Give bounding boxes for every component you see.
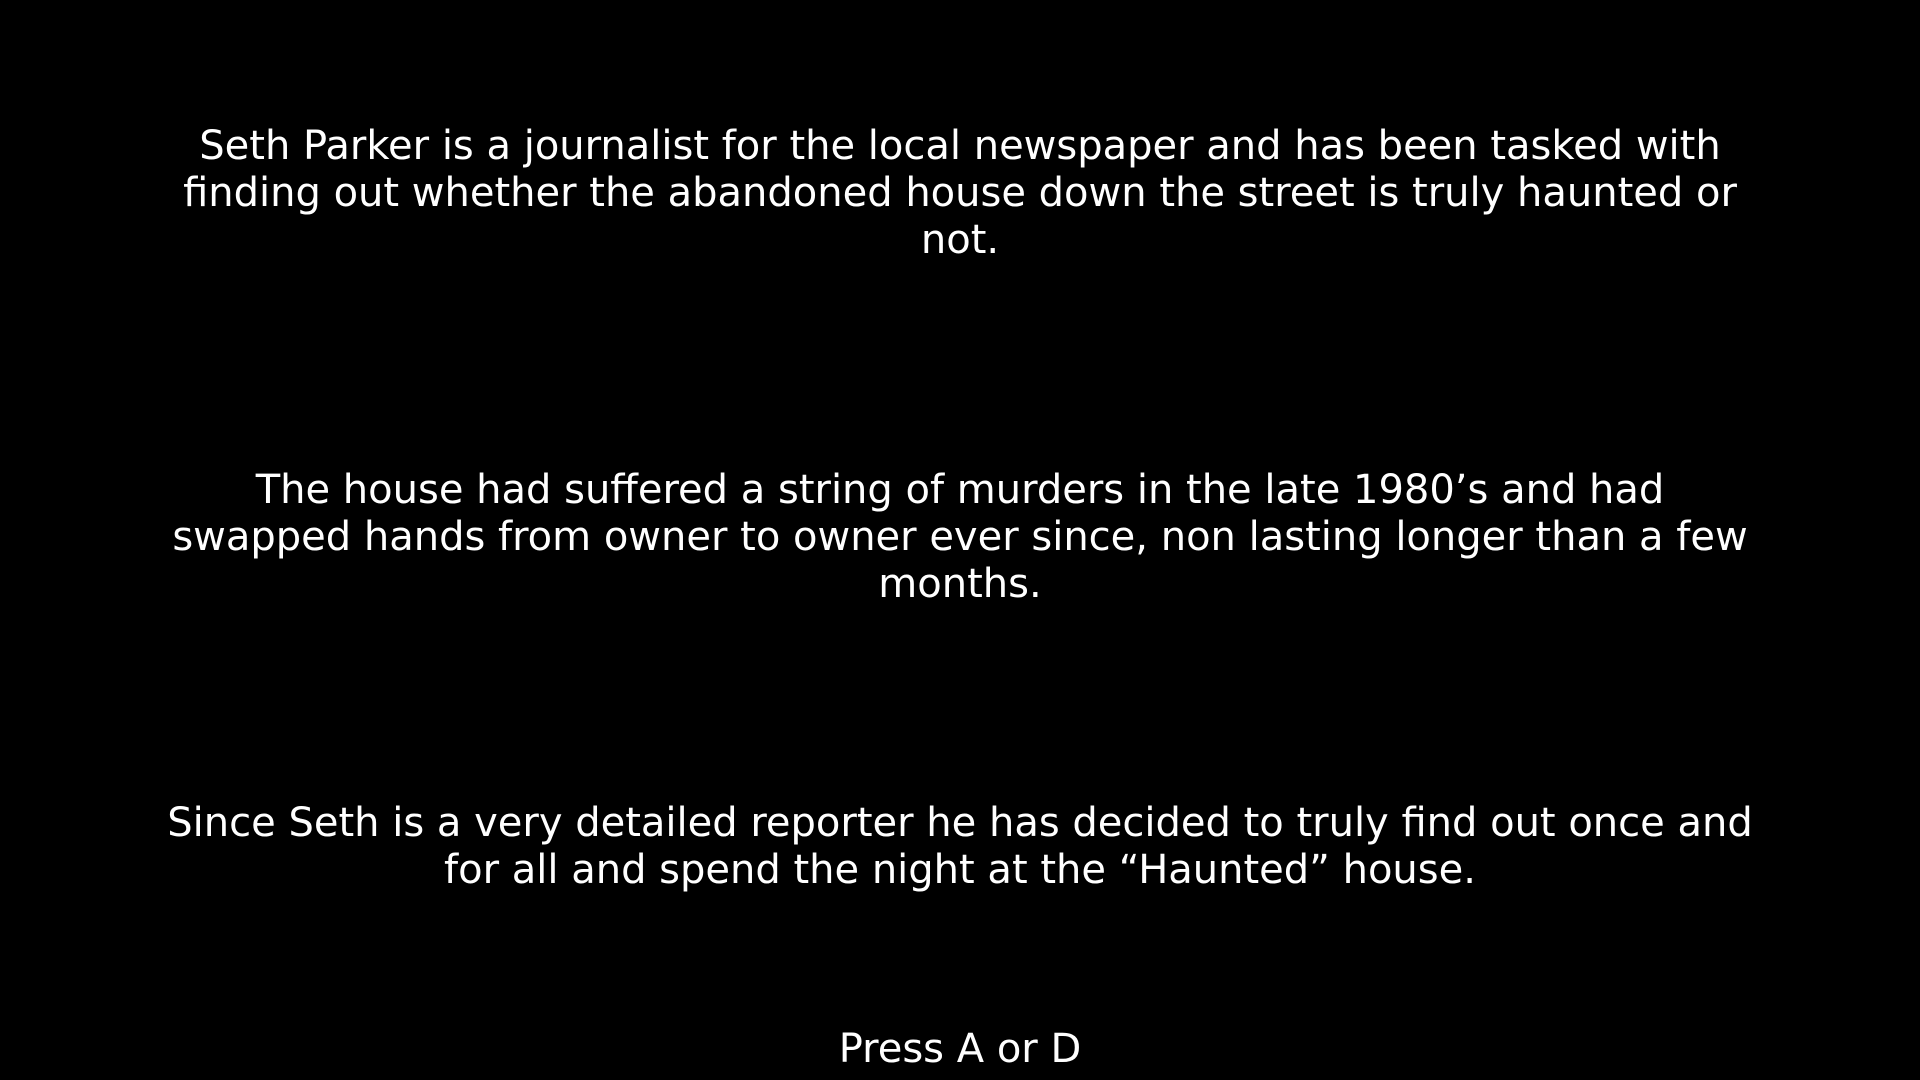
story-paragraph-2: The house had suffered a string of murders in the late 1980’s and had swapped hands from owner to owner ever since, non lasting longer than a few months. xyxy=(172,467,1748,607)
story-paragraph-3: Since Seth is a very detailed reporter he has decided to truly find out once and for all and spend the night at the “Haunted” house. xyxy=(167,800,1753,893)
story-paragraph-1: Seth Parker is a journalist for the local newspaper and has been tasked with finding out whether the abandoned house down the street is truly haunted or not. xyxy=(183,123,1737,263)
continue-prompt: Press A or D xyxy=(838,1026,1082,1072)
